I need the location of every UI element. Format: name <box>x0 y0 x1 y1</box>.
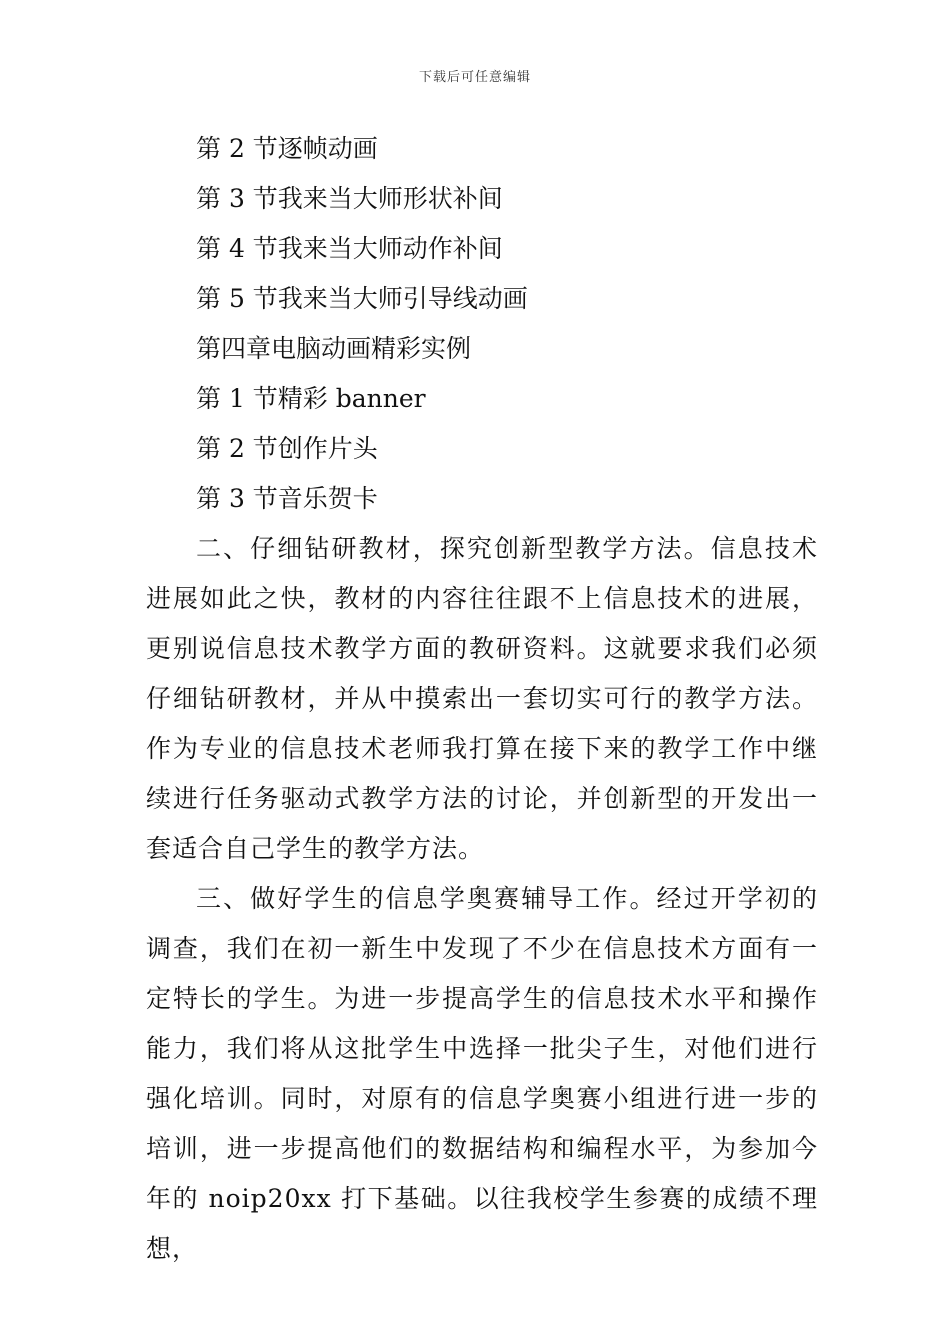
page-header-note: 下载后可任意编辑 <box>418 70 531 85</box>
paragraph-teaching-method: 二、仔细钻研教材，探究创新型教学方法。信息技术进展如此之快，教材的内容往往跟不上信息技术的进展，更别说信息技术教学方面的教研资料。这就要求我们必须仔细钻研教材，并从中摸索出一套切实可行的教学方法。作为专业的信息技术老师我打算在接下来的教学工作中继续进行任务驱动式教学方法的讨论，并创新型的开发出一套适合自己学生的教学方法。 <box>146 534 818 863</box>
toc-chapter-heading: 第四章电脑动画精彩实例 <box>196 334 472 363</box>
document-body <box>146 124 818 1274</box>
toc-line: 第 2 节逐帧动画 <box>196 134 378 163</box>
toc-line: 第 3 节我来当大师形状补间 <box>196 184 503 213</box>
paragraph-olympiad-coaching: 三、做好学生的信息学奥赛辅导工作。经过开学初的调查，我们在初一新生中发现了不少在信息技术方面有一定特长的学生。为进一步提高学生的信息技术水平和操作能力，我们将从这批学生中选择一批尖子生，对他们进行强化培训。同时，对原有的信息学奥赛小组进行进一步的培训，进一步提高他们的数据结构和编程水平，为参加今年的 noip20xx 打下基础。以往我校学生参赛的成绩不理想， <box>146 884 818 1263</box>
toc-line: 第 5 节我来当大师引导线动画 <box>196 284 528 313</box>
toc-line: 第 2 节创作片头 <box>196 434 378 463</box>
toc-line: 第 4 节我来当大师动作补间 <box>196 234 503 263</box>
toc-line: 第 1 节精彩 banner <box>196 384 426 413</box>
toc-line: 第 3 节音乐贺卡 <box>196 484 378 513</box>
